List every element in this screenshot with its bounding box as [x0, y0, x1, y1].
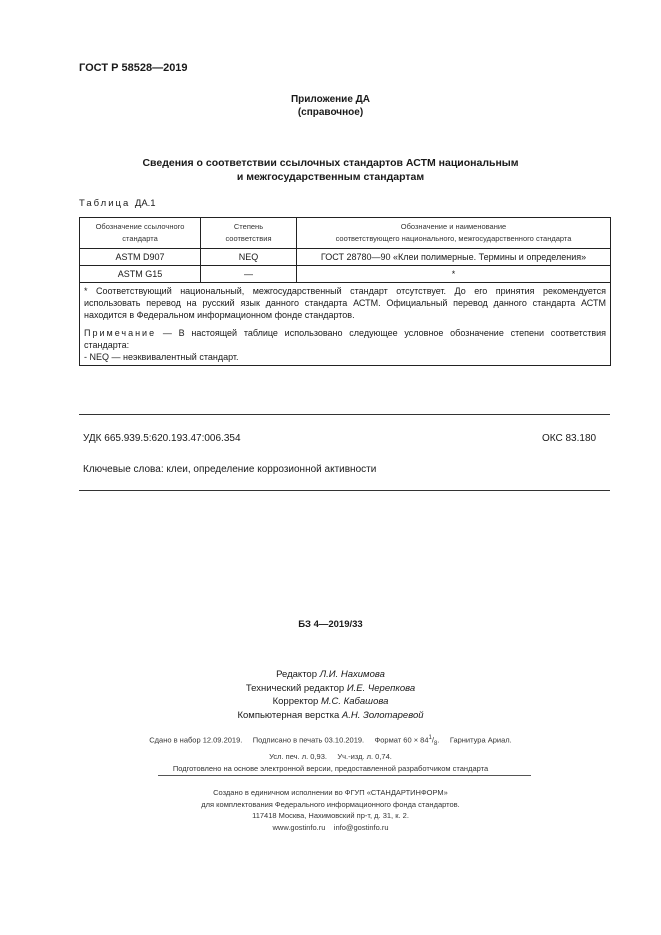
cell-ref: ASTM D907 — [80, 249, 201, 266]
header-text: соответствующего национального, межгосударственного стандарта — [335, 234, 572, 243]
tech-editor-name: И.Е. Черепкова — [346, 682, 416, 694]
layout-name: А.Н. Золотаревой — [341, 709, 424, 721]
creator-contacts — [0, 822, 661, 834]
publisher-sheets: Уч.-изд. л. 0,74. — [337, 751, 392, 761]
udc-code: УДК 665.939.5:620.193.47:006.354 — [83, 433, 241, 444]
editorial-staff — [0, 668, 661, 722]
appendix-title: Приложение ДА — [290, 94, 371, 105]
section-title — [0, 156, 661, 184]
reference-standards-table — [79, 217, 611, 366]
creator-info — [0, 787, 661, 833]
creator-line-1: Создано в единичном исполнении во ФГУП «СТАНДАРТИНФОРМ» — [213, 788, 448, 797]
table-caption-number: ДА.1 — [134, 198, 156, 209]
editor-name: Л.И. Нахимова — [319, 669, 385, 680]
typeface: Гарнитура Ариал. — [449, 735, 512, 745]
appendix-subtitle: (справочное) — [297, 107, 364, 118]
header-text: Обозначение ссылочного — [95, 222, 185, 231]
creator-line-2: для комплектования Федерального информационного фонда стандартов. — [201, 799, 460, 809]
proofreader-name: М.С. Кабашова — [320, 696, 389, 707]
note-item: - NEQ — неэквивалентный стандарт. — [84, 352, 239, 362]
divider-bottom — [79, 490, 610, 491]
print-line-3: Подготовлено на основе электронной версии, предоставленной разработчиком стандарта — [172, 764, 489, 773]
format-label: Формат 60 × 84 — [374, 735, 429, 745]
cell-ref: ASTM G15 — [80, 266, 201, 283]
print-line-2 — [0, 751, 661, 764]
editor-label: Редактор — [276, 669, 318, 680]
format-numerator: 1 — [428, 735, 432, 741]
tech-editor-line — [0, 682, 661, 696]
email-link[interactable]: info@gostinfo.ru — [333, 822, 389, 832]
table-row — [80, 266, 611, 283]
cell-national: * — [297, 266, 611, 283]
table-footnote: * Соответствующий национальный, межгосударственный стандарт отсутствует. До его принятия рекомендуется использовать перевод на русский язык данного стандарта АСТМ. Официальный перевод данного стандарта АСТМ находится в Федеральном информационном фонде стандартов. — [84, 286, 606, 320]
table-caption-label: Таблица — [79, 198, 131, 209]
section-title-line2: и межгосударственным стандартам — [236, 171, 425, 183]
print-sheets: Усл. печ. л. 0,93. — [269, 751, 327, 761]
website-link[interactable]: www.gostinfo.ru — [272, 822, 326, 832]
divider-imprint — [158, 775, 531, 776]
proofreader-label: Корректор — [272, 696, 319, 707]
section-title-line1: Сведения о соответствии ссылочных стандартов АСТМ национальным — [142, 157, 519, 169]
table-caption — [79, 198, 156, 209]
note-text: — В настоящей таблице использовано следующее условное обозначение степени соответствия стандарта: — [84, 328, 606, 350]
keywords-value: клеи, определение коррозионной активности — [166, 464, 377, 475]
header-degree — [201, 218, 297, 249]
note-label: Примечание — [84, 328, 157, 338]
keywords-label: Ключевые слова: — [83, 464, 164, 475]
layout-line — [0, 709, 661, 723]
cell-degree: NEQ — [201, 249, 297, 266]
header-text: Степень — [233, 222, 264, 231]
header-text: Обозначение и наименование — [400, 222, 507, 231]
print-details — [0, 732, 661, 776]
cell-degree: — — [201, 266, 297, 283]
editor-line — [0, 668, 661, 682]
bz-number: БЗ 4—2019/33 — [298, 619, 363, 630]
footnote-cell — [80, 283, 611, 366]
typeset-date: Сдано в набор 12.09.2019. — [149, 735, 243, 745]
oks-code: ОКС 83.180 — [542, 433, 597, 444]
creator-address: 117418 Москва, Нахимовский пр-т, д. 31, к. 2. — [252, 811, 409, 820]
format-denominator: 8 — [433, 741, 438, 747]
header-text: соответствия — [225, 234, 272, 243]
header-text: стандарта — [122, 234, 158, 243]
table-row — [80, 249, 611, 266]
table-header-row — [80, 218, 611, 249]
table-footnote-row — [80, 283, 611, 366]
keywords — [83, 464, 376, 475]
cell-national: ГОСТ 28780—90 «Клеи полимерные. Термины и определения» — [297, 249, 611, 266]
print-line-1: Сдано в набор 12.09.2019. Подписано в печать 03.10.2019. Формат $60 \times 84^1/_8$. Гарнитура Ариал. — [149, 735, 512, 747]
tech-editor-label: Технический редактор — [245, 682, 345, 694]
divider-top — [79, 414, 610, 415]
document-id: ГОСТ Р 58528—2019 — [79, 62, 188, 74]
proofreader-line — [0, 695, 661, 709]
header-national-standard — [297, 218, 611, 249]
signed-date: Подписано в печать 03.10.2019. — [252, 735, 365, 745]
header-reference-standard — [80, 218, 201, 249]
layout-label: Компьютерная верстка — [237, 709, 340, 721]
appendix-heading — [0, 93, 661, 119]
table-note — [84, 327, 606, 351]
